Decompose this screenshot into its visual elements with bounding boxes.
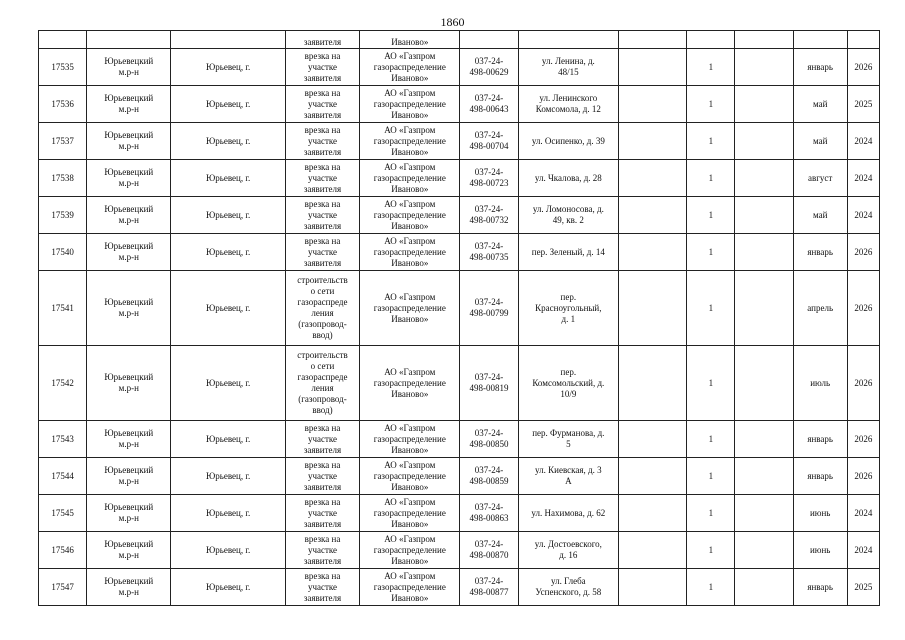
cell-work-type: врезка на участке заявителя: [285, 123, 359, 160]
cell-organization: АО «Газпром газораспределение Иваново»: [360, 234, 460, 271]
cell-year: 2026: [847, 458, 879, 495]
cell-quantity: 1: [687, 458, 735, 495]
table-row: [39, 458, 880, 495]
cell-empty: [619, 532, 687, 569]
cell-empty: [735, 234, 793, 271]
cell-district: Юрьевецкий м.р-н: [87, 197, 171, 234]
cell-quantity: 1: [687, 421, 735, 458]
cell-district: Юрьевецкий м.р-н: [87, 346, 171, 421]
cell-year: 2026: [847, 346, 879, 421]
cell-settlement: Юрьевец, г.: [171, 197, 285, 234]
cell-quantity: 1: [687, 197, 735, 234]
cell-empty: [619, 197, 687, 234]
cell-record-number: 17538: [39, 160, 87, 197]
cell-address: ул. Ленина, д. 48/15: [518, 49, 618, 86]
cell-organization: АО «Газпром газораспределение Иваново»: [360, 458, 460, 495]
cell-address: ул. Ломоносова, д. 49, кв. 2: [518, 197, 618, 234]
table-row: [39, 123, 880, 160]
cell-settlement: Юрьевец, г.: [171, 49, 285, 86]
cell-empty: [171, 31, 285, 49]
cell-settlement: Юрьевец, г.: [171, 346, 285, 421]
cell-organization: АО «Газпром газораспределение Иваново»: [360, 569, 460, 606]
cell-district: Юрьевецкий м.р-н: [87, 123, 171, 160]
cell-year: 2026: [847, 49, 879, 86]
cell-month: май: [793, 86, 847, 123]
cell-empty: [793, 31, 847, 49]
cell-organization: АО «Газпром газораспределение Иваново»: [360, 346, 460, 421]
cell-work-type: врезка на участке заявителя: [285, 86, 359, 123]
cell-district: Юрьевецкий м.р-н: [87, 271, 171, 346]
cell-quantity: 1: [687, 495, 735, 532]
cell-month: январь: [793, 569, 847, 606]
cell-district: Юрьевецкий м.р-н: [87, 458, 171, 495]
cell-empty: [518, 31, 618, 49]
cell-empty: [619, 569, 687, 606]
cell-settlement: Юрьевец, г.: [171, 160, 285, 197]
cell-year: 2025: [847, 569, 879, 606]
cell-quantity: 1: [687, 86, 735, 123]
cell-work-type: врезка на участке заявителя: [285, 569, 359, 606]
cell-empty: [847, 31, 879, 49]
cell-settlement: Юрьевец, г.: [171, 532, 285, 569]
cell-work-type: врезка на участке заявителя: [285, 421, 359, 458]
cell-year: 2025: [847, 86, 879, 123]
cell-organization: АО «Газпром газораспределение Иваново»: [360, 86, 460, 123]
table-row: [39, 86, 880, 123]
cell-code: 037-24- 498-00819: [460, 346, 518, 421]
table-row-continued: [39, 31, 880, 49]
table-row: [39, 346, 880, 421]
cell-settlement: Юрьевец, г.: [171, 86, 285, 123]
cell-empty: [619, 160, 687, 197]
cell-month: январь: [793, 421, 847, 458]
cell-record-number: 17547: [39, 569, 87, 606]
cell-empty: [87, 31, 171, 49]
table-row: [39, 532, 880, 569]
cell-settlement: Юрьевец, г.: [171, 271, 285, 346]
cell-empty: [735, 197, 793, 234]
cell-record-number: 17544: [39, 458, 87, 495]
cell-work-type: заявителя: [285, 31, 359, 49]
cell-address: ул. Киевская, д. 3 А: [518, 458, 618, 495]
cell-organization: АО «Газпром газораспределение Иваново»: [360, 123, 460, 160]
cell-month: январь: [793, 458, 847, 495]
cell-record-number: 17541: [39, 271, 87, 346]
cell-empty: [619, 421, 687, 458]
cell-month: июнь: [793, 532, 847, 569]
cell-month: август: [793, 160, 847, 197]
cell-record-number: 17543: [39, 421, 87, 458]
table-row: [39, 197, 880, 234]
table-row: [39, 569, 880, 606]
cell-organization: Иваново»: [360, 31, 460, 49]
cell-month: январь: [793, 234, 847, 271]
cell-record-number: 17536: [39, 86, 87, 123]
cell-quantity: 1: [687, 49, 735, 86]
cell-code: 037-24- 498-00850: [460, 421, 518, 458]
cell-record-number: 17539: [39, 197, 87, 234]
cell-work-type: врезка на участке заявителя: [285, 495, 359, 532]
cell-address: ул. Нахимова, д. 62: [518, 495, 618, 532]
cell-district: Юрьевецкий м.р-н: [87, 234, 171, 271]
cell-work-type: строительств о сети газораспреде ления (газопровод- ввод): [285, 271, 359, 346]
cell-organization: АО «Газпром газораспределение Иваново»: [360, 421, 460, 458]
cell-empty: [735, 160, 793, 197]
cell-month: апрель: [793, 271, 847, 346]
table-row: [39, 271, 880, 346]
cell-record-number: 17537: [39, 123, 87, 160]
cell-year: 2024: [847, 197, 879, 234]
cell-quantity: 1: [687, 160, 735, 197]
register-table: [38, 30, 880, 606]
cell-work-type: врезка на участке заявителя: [285, 197, 359, 234]
table-row: [39, 234, 880, 271]
cell-quantity: 1: [687, 532, 735, 569]
cell-settlement: Юрьевец, г.: [171, 569, 285, 606]
cell-district: Юрьевецкий м.р-н: [87, 569, 171, 606]
cell-settlement: Юрьевец, г.: [171, 495, 285, 532]
cell-empty: [735, 346, 793, 421]
cell-organization: АО «Газпром газораспределение Иваново»: [360, 271, 460, 346]
cell-organization: АО «Газпром газораспределение Иваново»: [360, 495, 460, 532]
cell-record-number: 17542: [39, 346, 87, 421]
cell-code: 037-24- 498-00799: [460, 271, 518, 346]
cell-empty: [687, 31, 735, 49]
cell-month: май: [793, 123, 847, 160]
cell-empty: [735, 495, 793, 532]
cell-quantity: 1: [687, 234, 735, 271]
cell-quantity: 1: [687, 271, 735, 346]
cell-settlement: Юрьевец, г.: [171, 123, 285, 160]
cell-work-type: строительств о сети газораспреде ления (газопровод- ввод): [285, 346, 359, 421]
cell-empty: [619, 86, 687, 123]
cell-settlement: Юрьевец, г.: [171, 458, 285, 495]
cell-work-type: врезка на участке заявителя: [285, 532, 359, 569]
cell-quantity: 1: [687, 123, 735, 160]
cell-empty: [735, 123, 793, 160]
page-number: 1860: [440, 15, 465, 29]
cell-year: 2026: [847, 234, 879, 271]
cell-district: Юрьевецкий м.р-н: [87, 421, 171, 458]
cell-settlement: Юрьевец, г.: [171, 234, 285, 271]
cell-empty: [735, 421, 793, 458]
cell-code: 037-24- 498-00863: [460, 495, 518, 532]
cell-address: пер. Комсомольский, д. 10/9: [518, 346, 618, 421]
cell-empty: [735, 31, 793, 49]
cell-address: ул. Достоевского, д. 16: [518, 532, 618, 569]
cell-empty: [735, 49, 793, 86]
cell-year: 2026: [847, 421, 879, 458]
cell-empty: [619, 49, 687, 86]
cell-organization: АО «Газпром газораспределение Иваново»: [360, 532, 460, 569]
cell-district: Юрьевецкий м.р-н: [87, 49, 171, 86]
cell-work-type: врезка на участке заявителя: [285, 458, 359, 495]
cell-empty: [619, 123, 687, 160]
table-row: [39, 49, 880, 86]
cell-empty: [735, 532, 793, 569]
cell-address: пер. Зеленый, д. 14: [518, 234, 618, 271]
cell-district: Юрьевецкий м.р-н: [87, 495, 171, 532]
cell-empty: [735, 271, 793, 346]
cell-quantity: 1: [687, 346, 735, 421]
cell-code: 037-24- 498-00870: [460, 532, 518, 569]
cell-code: 037-24- 498-00732: [460, 197, 518, 234]
cell-address: ул. Глеба Успенского, д. 58: [518, 569, 618, 606]
cell-organization: АО «Газпром газораспределение Иваново»: [360, 49, 460, 86]
cell-record-number: 17535: [39, 49, 87, 86]
cell-work-type: врезка на участке заявителя: [285, 160, 359, 197]
cell-record-number: 17540: [39, 234, 87, 271]
cell-empty: [460, 31, 518, 49]
table-row: [39, 495, 880, 532]
cell-code: 037-24- 498-00629: [460, 49, 518, 86]
table-row: [39, 421, 880, 458]
table-row: [39, 160, 880, 197]
cell-code: 037-24- 498-00877: [460, 569, 518, 606]
cell-year: 2026: [847, 271, 879, 346]
cell-organization: АО «Газпром газораспределение Иваново»: [360, 160, 460, 197]
cell-address: ул. Осипенко, д. 39: [518, 123, 618, 160]
cell-empty: [619, 31, 687, 49]
cell-empty: [619, 458, 687, 495]
cell-month: июль: [793, 346, 847, 421]
cell-work-type: врезка на участке заявителя: [285, 234, 359, 271]
cell-quantity: 1: [687, 569, 735, 606]
cell-district: Юрьевецкий м.р-н: [87, 532, 171, 569]
cell-address: ул. Чкалова, д. 28: [518, 160, 618, 197]
cell-record-number: 17545: [39, 495, 87, 532]
cell-year: 2024: [847, 123, 879, 160]
cell-work-type: врезка на участке заявителя: [285, 49, 359, 86]
cell-address: пер. Красноугольный, д. 1: [518, 271, 618, 346]
cell-organization: АО «Газпром газораспределение Иваново»: [360, 197, 460, 234]
cell-address: ул. Ленинского Комсомола, д. 12: [518, 86, 618, 123]
cell-month: январь: [793, 49, 847, 86]
cell-empty: [619, 234, 687, 271]
cell-code: 037-24- 498-00859: [460, 458, 518, 495]
cell-empty: [619, 495, 687, 532]
cell-code: 037-24- 498-00735: [460, 234, 518, 271]
cell-code: 037-24- 498-00643: [460, 86, 518, 123]
cell-empty: [735, 569, 793, 606]
cell-empty: [619, 271, 687, 346]
cell-month: июнь: [793, 495, 847, 532]
cell-district: Юрьевецкий м.р-н: [87, 86, 171, 123]
cell-empty: [39, 31, 87, 49]
cell-settlement: Юрьевец, г.: [171, 421, 285, 458]
cell-empty: [735, 86, 793, 123]
cell-year: 2024: [847, 532, 879, 569]
cell-empty: [619, 346, 687, 421]
cell-record-number: 17546: [39, 532, 87, 569]
cell-year: 2024: [847, 495, 879, 532]
cell-empty: [735, 458, 793, 495]
cell-district: Юрьевецкий м.р-н: [87, 160, 171, 197]
cell-code: 037-24- 498-00723: [460, 160, 518, 197]
cell-year: 2024: [847, 160, 879, 197]
cell-address: пер. Фурманова, д. 5: [518, 421, 618, 458]
cell-code: 037-24- 498-00704: [460, 123, 518, 160]
cell-month: май: [793, 197, 847, 234]
